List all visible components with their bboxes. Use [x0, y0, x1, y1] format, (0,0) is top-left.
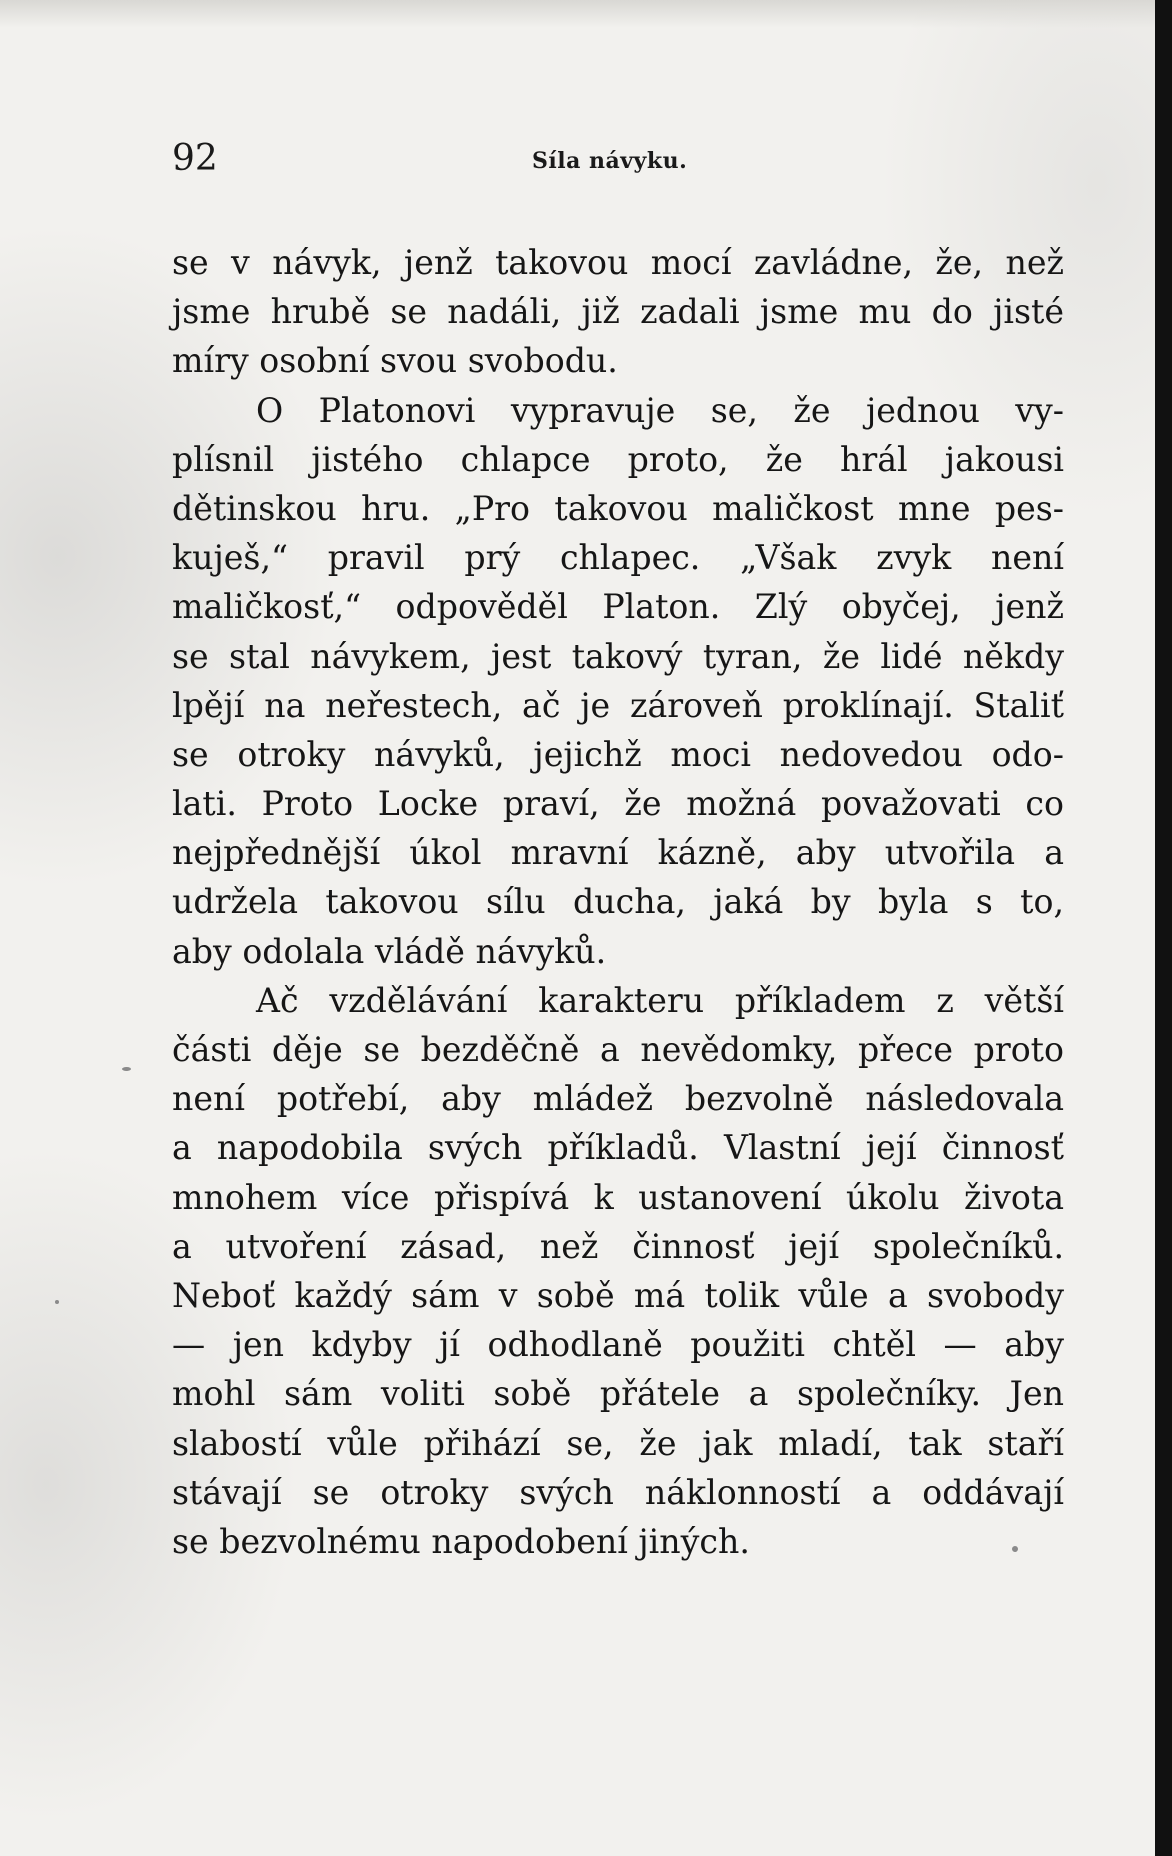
text-line: stávají se otroky svých náklonností a oddávají — [172, 1472, 1064, 1512]
text-line: části děje se bezděčně a nevědomky, přece proto — [172, 1030, 1064, 1069]
text-line: lpějí na neřestech, ač je zároveň proklínají. Staliť — [172, 685, 1064, 725]
text-line: O Platonovi vypravuje se, že jednou vy- — [256, 390, 1064, 430]
text-line: se stal návykem, jest takový tyran, že lidé někdy — [172, 636, 1064, 676]
text-line: plísnil jistého chlapce proto, že hrál jakousi — [172, 439, 1064, 479]
text-line: mohl sám voliti sobě přátele a společníky. Jen — [172, 1374, 1064, 1414]
page-header — [172, 138, 1072, 188]
body-text — [172, 238, 1064, 1566]
text-line: Ač vzdělávání karakteru příkladem z větší — [256, 980, 1064, 1020]
text-line: a utvoření zásad, než činnosť její společníků. — [172, 1226, 1064, 1266]
text-line: kuješ,“ pravil prý chlapec. „Však zvyk není — [172, 538, 1064, 578]
text-line: není potřebí, aby mládež bezvolně následovala — [172, 1079, 1064, 1119]
text-line: maličkosť,“ odpověděl Platon. Zlý obyčej, jenž — [172, 587, 1064, 627]
text-line: míry osobní svou svobodu. — [172, 341, 618, 381]
text-line: udržela takovou sílu ducha, jaká by byla s to, — [172, 882, 1064, 922]
text-line: Neboť každý sám v sobě má tolik vůle a svobody — [172, 1275, 1064, 1315]
text-line: slabostí vůle přihází se, že jak mladí, tak staří — [172, 1423, 1064, 1463]
scan-edge — [1155, 0, 1172, 1856]
text-line: a napodobila svých příkladů. Vlastní její činnosť — [172, 1128, 1064, 1168]
text-line: se v návyk, jenž takovou mocí zavládne, že, než — [172, 243, 1064, 282]
running-title: Síla návyku. — [532, 148, 688, 174]
text-line: nejpřednější úkol mravní kázně, aby utvořila a — [172, 833, 1064, 873]
paper-speck — [55, 1300, 59, 1304]
text-line: mnohem více přispívá k ustanovení úkolu života — [172, 1177, 1064, 1217]
text-line: dětinskou hru. „Pro takovou maličkost mne pes- — [172, 488, 1064, 528]
text-line: aby odolala vládě návyků. — [172, 931, 607, 971]
text-line: se otroky návyků, jejichž moci nedovedou odo- — [172, 734, 1064, 774]
paper-speck — [1012, 1546, 1018, 1552]
paper-speck — [122, 1067, 131, 1071]
text-line: — jen kdyby jí odhodlaně použiti chtěl — aby — [172, 1325, 1064, 1365]
page-number: 92 — [172, 138, 218, 179]
text-line: jsme hrubě se nadáli, již zadali jsme mu do jisté — [172, 292, 1064, 332]
page-top-shadow — [0, 0, 1155, 28]
text-line: lati. Proto Locke praví, že možná považovati co — [172, 784, 1064, 824]
text-line: se bezvolnému napodobení jiných. — [172, 1521, 750, 1561]
